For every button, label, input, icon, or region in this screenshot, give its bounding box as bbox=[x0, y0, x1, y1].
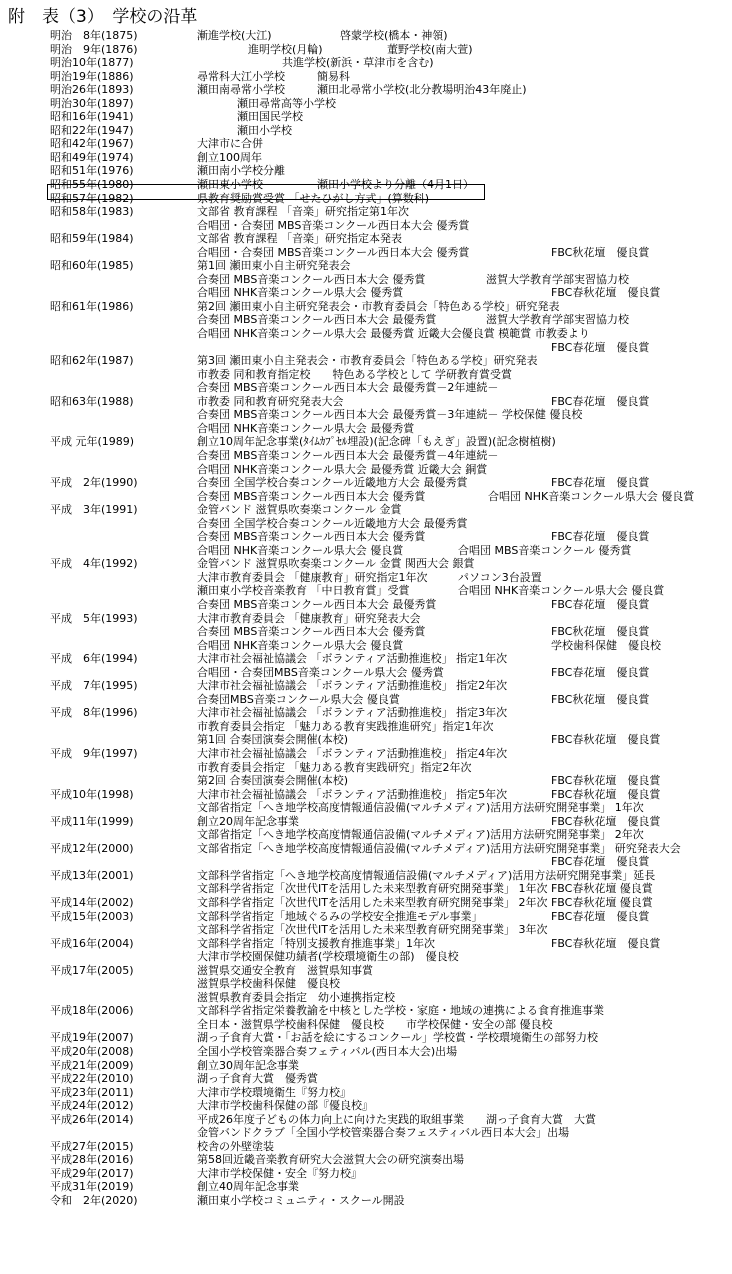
event-text: 大津市に合併 bbox=[197, 137, 263, 151]
event-text: 瀬田東小学校 bbox=[197, 178, 263, 192]
table-row bbox=[0, 1059, 732, 1073]
table-row bbox=[0, 1180, 732, 1194]
year-cell: 昭和16年(1941) bbox=[50, 110, 134, 124]
event-text: 合唱団 NHK音楽コンクール県大会 優良賞 bbox=[488, 489, 695, 503]
table-row bbox=[0, 1140, 732, 1154]
table-row bbox=[0, 571, 732, 585]
event-text: FBC秋花壇 優良賞 bbox=[551, 625, 650, 639]
table-row bbox=[0, 341, 732, 355]
event-text: 文部科学省指定栄養教諭を中核とした学校・家庭・地域の連携による食育推進事業 bbox=[197, 1004, 604, 1018]
year-cell: 明治26年(1893) bbox=[50, 83, 134, 97]
year-cell: 平成27年(2015) bbox=[50, 1139, 134, 1153]
event-text: 市教育委員会指定 「魅力ある教育実践研究」指定2年次 bbox=[197, 760, 472, 774]
event-text: 合唱団・合奏団MBS音楽コンクール県大会 優秀賞 bbox=[197, 665, 444, 679]
year-cell: 平成16年(2004) bbox=[50, 936, 134, 950]
event-text: 創立100周年 bbox=[197, 150, 262, 164]
table-row bbox=[0, 747, 732, 761]
event-text: 文部科学省指定「次世代ITを活用した未来型教育研究開発事業」 2年次 FBC春秋花壇 優良賞 bbox=[197, 896, 653, 909]
event-text: 瀬田東小学校音楽教育 「中日教育賞」受賞 bbox=[197, 584, 410, 598]
event-text: 大津市教育委員会 「健康教育」研究指定1年次 bbox=[197, 570, 428, 584]
event-text: 第58回近畿音楽教育研究大会滋賀大会の研究演奏出場 bbox=[197, 1153, 464, 1167]
table-row bbox=[0, 1031, 732, 1045]
event-text: 瀬田小学校より分離（4月1日） bbox=[317, 178, 474, 192]
table-row bbox=[0, 503, 732, 517]
table-row bbox=[0, 1113, 732, 1127]
event-text: 文部省指定「へき地学校高度情報通信設備(マルチメディア)活用方法研究開発事業」 1年次 bbox=[197, 801, 644, 815]
event-text: 簡易科 bbox=[317, 69, 350, 83]
table-row bbox=[0, 327, 732, 341]
event-text: 金管バンド 滋賀県吹奏楽コンクール 金賞 bbox=[197, 503, 402, 517]
year-cell: 昭和59年(1984) bbox=[50, 232, 134, 246]
year-cell: 平成20年(2008) bbox=[50, 1045, 134, 1059]
event-text: 瀬田南尋常小学校 bbox=[197, 83, 285, 97]
event-text: 全国小学校管楽器合奏フェティバル(西日本大会)出場 bbox=[197, 1045, 458, 1059]
table-row bbox=[0, 801, 732, 815]
event-text: 第2回 合奏団演奏会開催(本校) bbox=[197, 774, 349, 788]
table-row bbox=[0, 395, 732, 409]
table-row bbox=[0, 164, 732, 178]
table-row bbox=[0, 612, 732, 626]
year-cell: 平成28年(2016) bbox=[50, 1153, 134, 1167]
table-row bbox=[0, 1194, 732, 1208]
table-row bbox=[0, 151, 732, 165]
event-text: 瀬田小学校 bbox=[237, 123, 292, 137]
year-cell: 平成 6年(1994) bbox=[50, 652, 138, 666]
table-row bbox=[0, 1086, 732, 1100]
table-row bbox=[0, 679, 732, 693]
event-text: 合唱団・合奏団 MBS音楽コンクール西日本大会 優秀賞 bbox=[197, 218, 470, 232]
table-row bbox=[0, 354, 732, 368]
event-text: FBC春秋花壇 優良賞 bbox=[551, 814, 661, 828]
year-cell: 平成19年(2007) bbox=[50, 1031, 134, 1045]
event-text: 第3回 瀬田東小自主発表会・市教育委員会「特色ある学校」研究発表 bbox=[197, 354, 538, 368]
table-row bbox=[0, 733, 732, 747]
table-row bbox=[0, 43, 732, 57]
event-text: 滋賀大学教育学部実習協力校 bbox=[486, 272, 629, 286]
table-row bbox=[0, 83, 732, 97]
event-text: 瀬田南小学校分離 bbox=[197, 164, 285, 178]
year-cell: 平成 5年(1993) bbox=[50, 611, 138, 625]
event-text: 文部科学省指定「特別支援教育推進事業」1年次 bbox=[197, 936, 435, 950]
event-text: 合奏団 MBS音楽コンクール西日本大会 最優秀賞 bbox=[197, 597, 437, 611]
table-row bbox=[0, 666, 732, 680]
event-text: 合唱団・合奏団 MBS音楽コンクール西日本大会 優秀賞 bbox=[197, 245, 470, 259]
event-text: 市教委 同和教育指定校 特色ある学校として 学研教育賞受賞 bbox=[197, 367, 512, 381]
table-row bbox=[0, 761, 732, 775]
event-text: 文部科学省指定「地域ぐるみの学校安全推進モデル事業」 bbox=[197, 909, 483, 923]
table-row bbox=[0, 923, 732, 937]
year-cell: 昭和55年(1980) bbox=[50, 178, 134, 192]
table-row bbox=[0, 29, 732, 43]
table-row bbox=[0, 882, 732, 896]
event-text: 大津市学校環境衛生『努力校』 bbox=[197, 1085, 351, 1099]
year-cell: 平成 3年(1991) bbox=[50, 503, 138, 517]
table-row bbox=[0, 584, 732, 598]
event-text: 滋賀県交通安全教育 滋賀県知事賞 bbox=[197, 963, 373, 977]
table-row bbox=[0, 232, 732, 246]
event-text: FBC春秋花壇 優良賞 bbox=[551, 787, 661, 801]
year-cell: 平成21年(2009) bbox=[50, 1058, 134, 1072]
table-row bbox=[0, 544, 732, 558]
event-text: 滋賀大学教育学部実習協力校 bbox=[486, 313, 629, 327]
event-text: FBC春花壇 優良賞 bbox=[551, 530, 650, 544]
year-cell: 平成10年(1998) bbox=[50, 787, 134, 801]
event-text: FBC秋花壇 優良賞 bbox=[551, 245, 650, 259]
table-row bbox=[0, 706, 732, 720]
table-row bbox=[0, 313, 732, 327]
year-cell: 平成18年(2006) bbox=[50, 1004, 134, 1018]
table-row bbox=[0, 368, 732, 382]
event-text: 大津市学校保健・安全『努力校』 bbox=[197, 1166, 362, 1180]
event-text: 大津市学校園保健功績者(学校環境衛生の部) 優良校 bbox=[197, 950, 459, 964]
highlight-box bbox=[47, 184, 485, 200]
event-text: 創立40周年記念事業 bbox=[197, 1180, 299, 1194]
event-text: 合奏団 MBS音楽コンクール西日本大会 優秀賞 bbox=[197, 272, 426, 286]
year-cell: 平成11年(1999) bbox=[50, 814, 134, 828]
event-text: FBC春秋花壇 優良賞 bbox=[551, 774, 661, 788]
event-text: 進明学校(月輪) bbox=[248, 42, 323, 56]
table-row bbox=[0, 449, 732, 463]
table-row bbox=[0, 246, 732, 260]
table-row bbox=[0, 598, 732, 612]
table-row bbox=[0, 408, 732, 422]
year-cell: 平成14年(2002) bbox=[50, 896, 134, 909]
event-text: 合奏団 全国学校合奏コンクール近畿地方大会 最優秀賞 bbox=[197, 476, 468, 490]
year-cell: 平成 2年(1990) bbox=[50, 476, 138, 490]
event-text: 瀬田尋常高等小学校 bbox=[237, 96, 336, 110]
table-row bbox=[0, 1167, 732, 1181]
table-row bbox=[0, 110, 732, 124]
year-cell: 平成29年(2017) bbox=[50, 1166, 134, 1180]
year-cell: 平成22年(2010) bbox=[50, 1072, 134, 1086]
year-cell: 令和 2年(2020) bbox=[50, 1194, 138, 1208]
event-text: 文部科学省指定「へき地学校高度情報通信設備(マルチメディア)活用方法研究開発事業」延長 bbox=[197, 868, 656, 882]
event-text: 金管バンド 滋賀県吹奏楽コンクール 金賞 関西大会 銀賞 bbox=[197, 557, 475, 571]
year-cell: 明治19年(1886) bbox=[50, 69, 134, 83]
year-cell: 昭和22年(1947) bbox=[50, 123, 134, 137]
year-cell: 平成31年(2019) bbox=[50, 1180, 134, 1194]
year-cell: 昭和62年(1987) bbox=[50, 354, 134, 368]
event-text: FBC秋花壇 優良賞 bbox=[551, 692, 650, 706]
table-row bbox=[0, 1004, 732, 1018]
event-text: 創立10周年記念事業(ﾀｲﾑｶﾌﾟｾﾙ埋設)(記念碑「もえぎ」設置)(記念樹植樹) bbox=[197, 435, 556, 449]
year-cell: 昭和42年(1967) bbox=[50, 137, 134, 151]
event-text: 合奏団 MBS音楽コンクール西日本大会 最優秀賞－3年連続－ 学校保健 優良校 bbox=[197, 408, 583, 422]
event-text: 合唱団 NHK音楽コンクール県大会 最優秀賞 近畿大会 銅賞 bbox=[197, 462, 488, 476]
table-row bbox=[0, 910, 732, 924]
table-row bbox=[0, 137, 732, 151]
year-cell: 明治 9年(1876) bbox=[50, 42, 138, 56]
table-row bbox=[0, 964, 732, 978]
event-text: 全日本・滋賀県学校歯科保健 優良校 市学校保健・安全の部 優良校 bbox=[197, 1017, 553, 1031]
table-row bbox=[0, 219, 732, 233]
event-text: FBC春花壇 優良賞 bbox=[551, 909, 650, 923]
event-text: 大津市社会福祉協議会 「ボランティア活動推進校」 指定4年次 bbox=[197, 746, 508, 760]
event-text: 県教育奨励賞受賞 「せたひがし方式」(算数科) bbox=[197, 191, 430, 205]
event-text: 合唱団 NHK音楽コンクール県大会 優良賞 bbox=[197, 638, 404, 652]
table-row bbox=[0, 937, 732, 951]
table-row bbox=[0, 530, 732, 544]
event-text: FBC春花壇 優良賞 bbox=[551, 476, 650, 490]
table-row bbox=[0, 977, 732, 991]
event-text: 尋常科大江小学校 bbox=[197, 69, 285, 83]
table-row bbox=[0, 70, 732, 84]
event-text: 共進学校(新浜・草津市を含む) bbox=[282, 56, 434, 70]
table-row bbox=[0, 815, 732, 829]
table-row bbox=[0, 381, 732, 395]
event-text: 合唱団 NHK音楽コンクール県大会 優良賞 bbox=[197, 543, 404, 557]
event-text: FBC春花壇 優良賞 bbox=[551, 340, 650, 354]
event-text: FBC春花壇 優良賞 bbox=[551, 394, 650, 408]
event-text: 創立30周年記念事業 bbox=[197, 1058, 299, 1072]
year-cell: 平成 4年(1992) bbox=[50, 557, 138, 571]
event-text: 瀬田北尋常小学校(北分教場明治43年廃止) bbox=[317, 83, 527, 97]
table-row bbox=[0, 1045, 732, 1059]
event-text: 合唱団 NHK音楽コンクール県大会 最優秀賞 bbox=[197, 421, 415, 435]
table-row bbox=[0, 1153, 732, 1167]
event-text: FBC春花壇 優良賞 bbox=[551, 665, 650, 679]
event-text: 合奏団 MBS音楽コンクール西日本大会 最優秀賞－4年連続－ bbox=[197, 448, 499, 462]
year-cell: 昭和49年(1974) bbox=[50, 150, 134, 164]
event-text: 大津市学校歯科保健の部『優良校』 bbox=[197, 1099, 373, 1113]
event-text: 合奏団 全国学校合奏コンクール近畿地方大会 最優秀賞 bbox=[197, 516, 468, 530]
event-text: 合奏団 MBS音楽コンクール西日本大会 優秀賞 bbox=[197, 489, 426, 503]
event-text: 文部省指定「へき地学校高度情報通信設備(マルチメディア)活用方法研究開発事業」 2年次 bbox=[197, 828, 644, 842]
table-row bbox=[0, 1018, 732, 1032]
event-text: FBC春秋花壇 優良賞 bbox=[551, 733, 661, 747]
history-table bbox=[0, 29, 732, 1208]
event-text: FBC春花壇 優良賞 bbox=[551, 597, 650, 611]
event-text: 湖っ子食育大賞・「お話を絵にするコンクール」学校賞・学校環境衛生の部努力校 bbox=[197, 1031, 599, 1045]
event-text: 瀬田東小学校コミュニティ・スクール開設 bbox=[197, 1194, 405, 1208]
event-text: 合唱団 NHK音楽コンクール県大会 最優秀賞 近畿大会優良賞 模範賞 市教委より bbox=[197, 327, 590, 341]
table-row bbox=[0, 300, 732, 314]
event-text: 市教委 同和教育研究発表大会 bbox=[197, 394, 344, 408]
event-text: 大津市教育委員会 「健康教育」研究発表大会 bbox=[197, 611, 421, 625]
year-cell: 昭和61年(1986) bbox=[50, 299, 134, 313]
event-text: 合唱団 NHK音楽コンクール県大会 優秀賞 bbox=[197, 286, 404, 300]
event-text: 滋賀県教育委員会指定 幼小連携指定校 bbox=[197, 990, 395, 1004]
table-row bbox=[0, 273, 732, 287]
event-text: 文部科学省指定「次世代ITを活用した未来型教育研究開発事業」 3年次 bbox=[197, 923, 548, 937]
event-text: 湖っ子食育大賞 優秀賞 bbox=[197, 1072, 318, 1086]
table-row bbox=[0, 896, 732, 910]
event-text: 平成26年度子どもの体力向上に向けた実践的取組事業 湖っ子食育大賞 大賞 bbox=[197, 1112, 596, 1126]
event-text: 大津市社会福祉協議会 「ボランティア活動推進校」 指定3年次 bbox=[197, 706, 508, 720]
event-text: 市教育委員会指定 「魅力ある教育実践推進研究」指定1年次 bbox=[197, 719, 494, 733]
event-text: パソコン3台設置 bbox=[458, 570, 542, 584]
event-text: 第2回 瀬田東小自主研究発表会・市教育委員会「特色ある学校」研究発表 bbox=[197, 299, 560, 313]
event-text: 合奏団 MBS音楽コンクール西日本大会 優秀賞 bbox=[197, 530, 426, 544]
year-cell: 平成 9年(1997) bbox=[50, 746, 138, 760]
event-text: 合唱団 MBS音楽コンクール 優秀賞 bbox=[458, 543, 632, 557]
event-text: 第1回 合奏団演奏会開催(本校) bbox=[197, 733, 349, 747]
year-cell: 平成12年(2000) bbox=[50, 841, 134, 855]
table-row bbox=[0, 950, 732, 964]
event-text: 大津市社会福祉協議会 「ボランティア活動推進校」 指定2年次 bbox=[197, 679, 508, 693]
year-cell: 平成26年(2014) bbox=[50, 1112, 134, 1126]
table-row bbox=[0, 259, 732, 273]
table-row bbox=[0, 652, 732, 666]
table-row bbox=[0, 869, 732, 883]
event-text: 合奏団 MBS音楽コンクール西日本大会 最優秀賞－2年連続－ bbox=[197, 381, 499, 395]
event-text: 滋賀県学校歯科保健 優良校 bbox=[197, 977, 340, 991]
table-row bbox=[0, 842, 732, 856]
table-row bbox=[0, 463, 732, 477]
year-cell: 昭和58年(1983) bbox=[50, 205, 134, 219]
table-row bbox=[0, 774, 732, 788]
event-text: 瀬田国民学校 bbox=[237, 110, 303, 124]
year-cell: 平成15年(2003) bbox=[50, 909, 134, 923]
year-cell: 昭和63年(1988) bbox=[50, 394, 134, 408]
table-row bbox=[0, 557, 732, 571]
year-cell: 昭和51年(1976) bbox=[50, 164, 134, 178]
table-row bbox=[0, 625, 732, 639]
event-text: 創立20周年記念事業 bbox=[197, 814, 299, 828]
event-text: 文部科学省指定「次世代ITを活用した未来型教育研究開発事業」 1年次 FBC春秋花壇 優良賞 bbox=[197, 882, 653, 896]
table-row bbox=[0, 205, 732, 219]
event-text: 文部省 教育課程 「音楽」研究指定本発表 bbox=[197, 232, 402, 246]
year-cell: 平成13年(2001) bbox=[50, 868, 134, 882]
event-text: FBC春秋花壇 優良賞 bbox=[551, 286, 661, 300]
table-row bbox=[0, 788, 732, 802]
table-row bbox=[0, 855, 732, 869]
table-row bbox=[0, 490, 732, 504]
table-row bbox=[0, 124, 732, 138]
year-cell: 明治10年(1877) bbox=[50, 56, 134, 70]
event-text: 文部省指定「へき地学校高度情報通信設備(マルチメディア)活用方法研究開発事業」 研究発表大会 bbox=[197, 841, 681, 855]
table-row bbox=[0, 828, 732, 842]
event-text: FBC春秋花壇 優良賞 bbox=[551, 936, 661, 950]
year-cell: 平成17年(2005) bbox=[50, 963, 134, 977]
table-row bbox=[0, 517, 732, 531]
event-text: 文部省 教育課程 「音楽」研究指定第1年次 bbox=[197, 205, 409, 219]
year-cell: 昭和57年(1982) bbox=[50, 191, 134, 205]
year-cell: 平成 7年(1995) bbox=[50, 679, 138, 693]
event-text: 校舎の外壁塗装 bbox=[197, 1139, 274, 1153]
year-cell: 平成 8年(1996) bbox=[50, 706, 138, 720]
page-title: 附 表（3） 学校の沿革 bbox=[8, 7, 198, 27]
event-text: 第1回 瀬田東小自主研究発表会 bbox=[197, 259, 351, 273]
year-cell: 明治 8年(1875) bbox=[50, 29, 138, 42]
table-row bbox=[0, 1072, 732, 1086]
table-row bbox=[0, 422, 732, 436]
table-row bbox=[0, 1099, 732, 1113]
event-text: FBC春花壇 優良賞 bbox=[551, 855, 650, 869]
table-row bbox=[0, 435, 732, 449]
event-text: 啓蒙学校(橋本・神領) bbox=[340, 29, 448, 42]
year-cell: 平成23年(2011) bbox=[50, 1085, 134, 1099]
table-row bbox=[0, 56, 732, 70]
table-row bbox=[0, 639, 732, 653]
event-text: 合奏団 MBS音楽コンクール西日本大会 最優秀賞 bbox=[197, 313, 437, 327]
event-text: 合奏団 MBS音楽コンクール西日本大会 優秀賞 bbox=[197, 625, 426, 639]
event-text: 金管バンドクラブ「全国小学校管楽器合奏フェスティバル西日本大会」出場 bbox=[197, 1126, 570, 1140]
event-text: 合唱団 NHK音楽コンクール県大会 優良賞 bbox=[458, 584, 665, 598]
year-cell: 平成 元年(1989) bbox=[50, 435, 135, 449]
event-text: 大津市社会福祉協議会 「ボランティア活動推進校」 指定5年次 bbox=[197, 787, 508, 801]
table-row bbox=[0, 991, 732, 1005]
table-row bbox=[0, 693, 732, 707]
year-cell: 明治30年(1897) bbox=[50, 96, 134, 110]
table-row bbox=[0, 286, 732, 300]
table-row bbox=[0, 1126, 732, 1140]
event-text: 董野学校(南大萱) bbox=[387, 42, 473, 56]
year-cell: 平成24年(2012) bbox=[50, 1099, 134, 1113]
event-text: 合奏団MBS音楽コンクール県大会 優良賞 bbox=[197, 692, 400, 706]
event-text: 学校歯科保健 優良校 bbox=[551, 638, 661, 652]
table-row bbox=[0, 476, 732, 490]
year-cell: 昭和60年(1985) bbox=[50, 259, 134, 273]
event-text: 大津市社会福祉協議会 「ボランティア活動推進校」 指定1年次 bbox=[197, 652, 508, 666]
event-text: 漸進学校(大江) bbox=[197, 29, 272, 42]
table-row bbox=[0, 720, 732, 734]
table-row bbox=[0, 97, 732, 111]
